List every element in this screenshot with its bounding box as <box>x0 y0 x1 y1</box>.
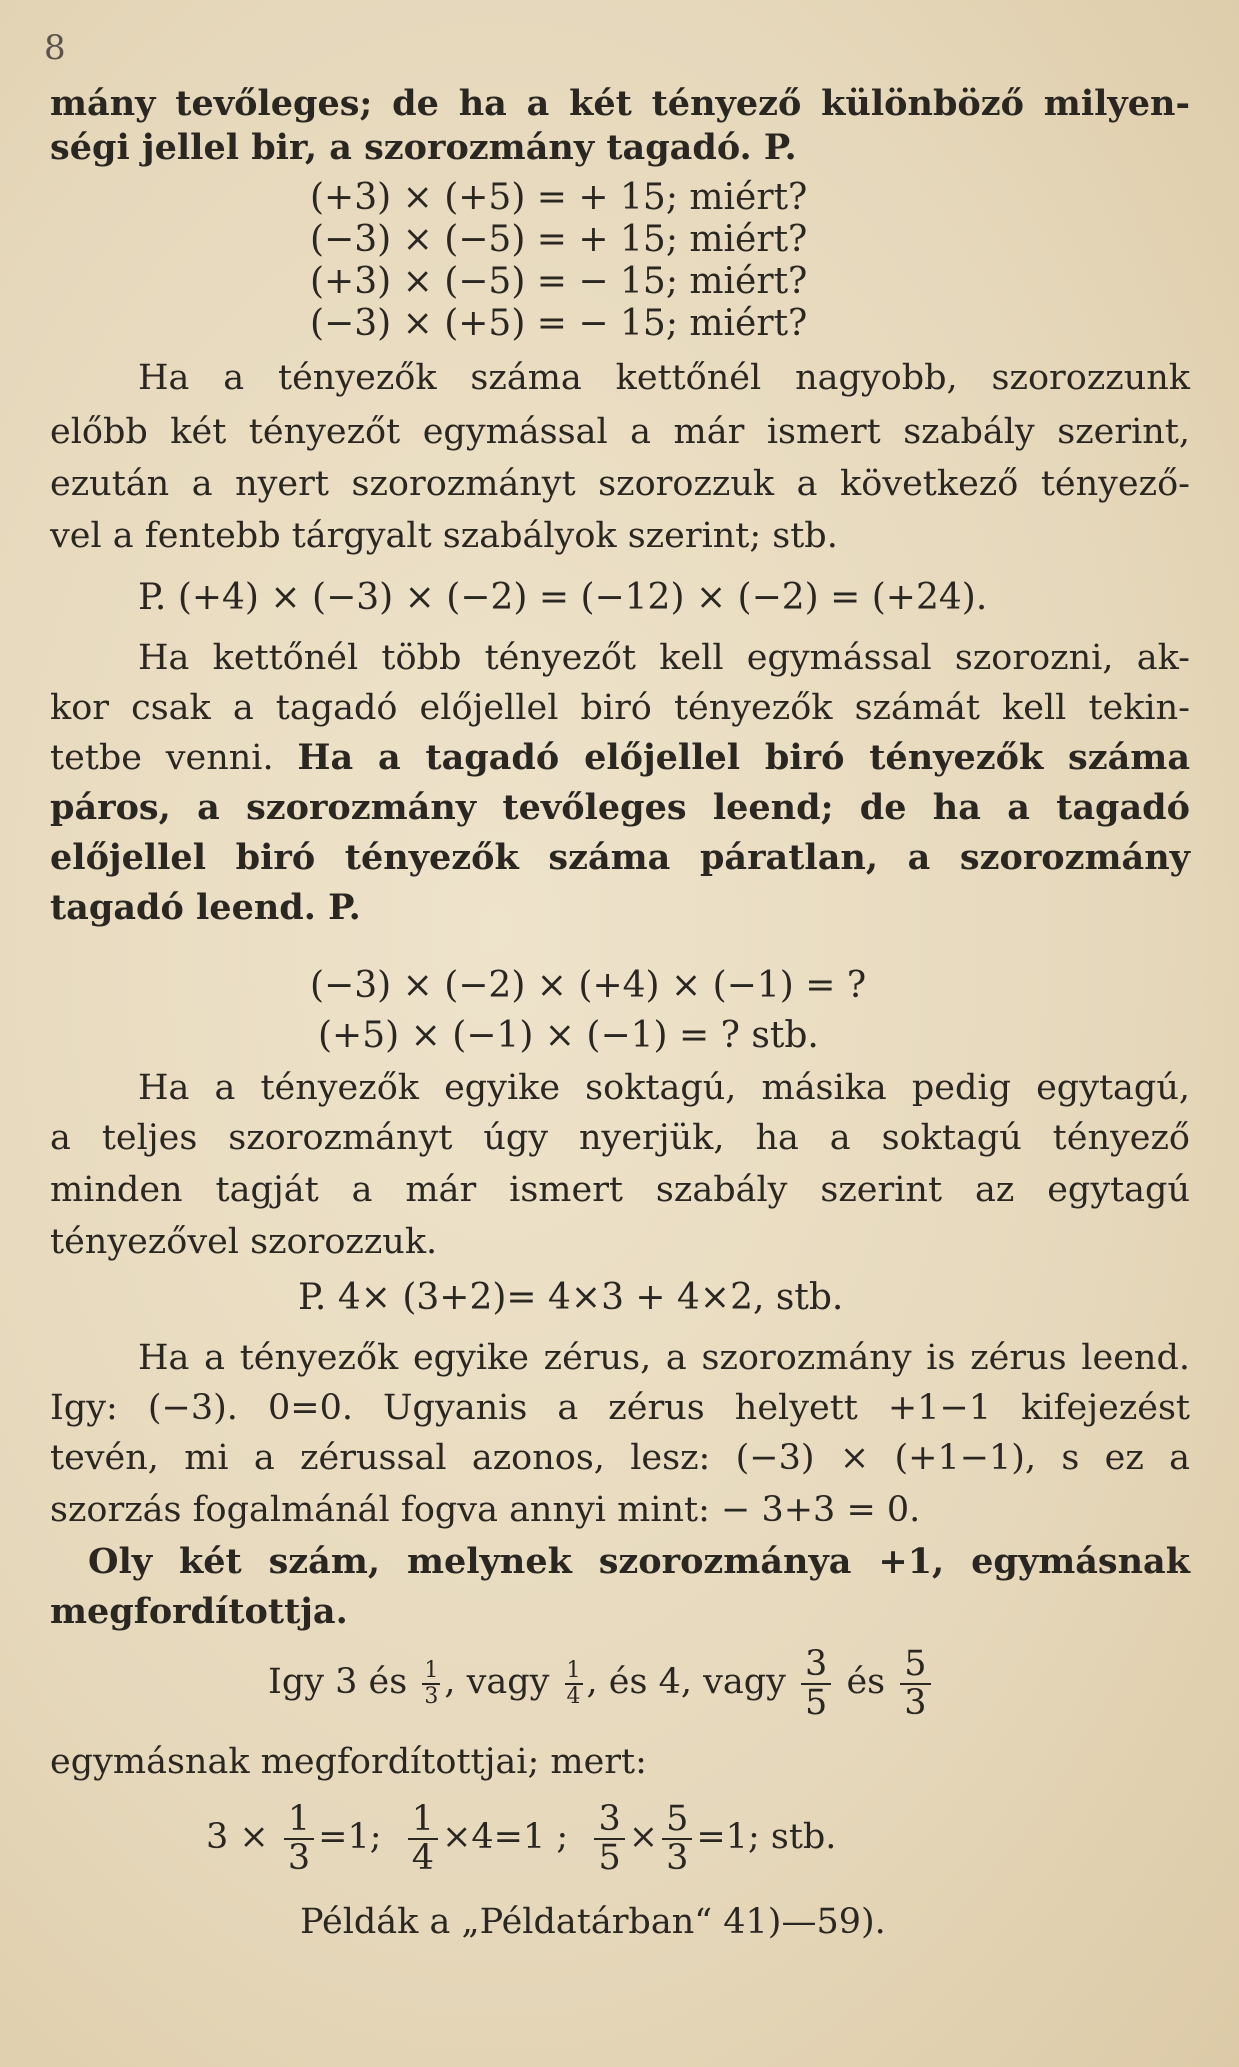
proof-text: =1; stb. <box>696 1817 837 1857</box>
paragraph-2-line: előbb két tényezőt egymással a már ismert szabály szerint, <box>50 412 1190 452</box>
paragraph-3-line: kor csak a tagadó előjellel biró tényezők számát kell tekin- <box>50 688 1190 728</box>
fraction-numerator: 3 <box>801 1646 831 1685</box>
paragraph-3-line: Ha kettőnél több tényezőt kell egymással szorozni, ak- <box>138 638 1190 678</box>
equation-line: (−3) × (−5) = + 15; miért? <box>310 219 808 260</box>
fraction-five-thirds <box>662 1798 692 1878</box>
fraction-denominator: 3 <box>287 1837 311 1878</box>
fraction-five-thirds <box>900 1643 930 1723</box>
proof-text: =1; <box>318 1817 382 1857</box>
fraction-numerator: 1 <box>408 1801 438 1840</box>
fraction-denominator: 4 <box>566 1683 581 1709</box>
paragraph-4-line: tényezővel szorozzuk. <box>50 1222 438 1262</box>
paragraph-5-line: szorzás fogalmánál fogva annyi mint: − 3+3 = 0. <box>50 1490 921 1530</box>
reciprocal-proof <box>206 1792 1106 1882</box>
paragraph-3-rule-start: Ha a tagadó előjellel biró tényezők száma <box>297 737 1190 778</box>
paragraph-2-line: ezután a nyert szorozmányt szorozzuk a következő tényező- <box>50 464 1190 504</box>
fraction-denominator: 3 <box>904 1682 927 1723</box>
page-number: 8 <box>44 28 66 68</box>
proof-text: ×4=1 ; <box>442 1817 569 1857</box>
paragraph-1-line-1: mány tevőleges; de ha a két tényező különböző milyen- <box>50 83 1190 124</box>
paragraph-2-line: Ha a tényezők száma kettőnél nagyobb, szorozzunk <box>138 358 1190 398</box>
fraction-denominator: 3 <box>666 1837 689 1878</box>
examples-reference: Példák a „Példatárban“ 41)—59). <box>300 1902 886 1942</box>
reciprocal-examples <box>268 1642 1068 1722</box>
fraction-numerator: 1 <box>284 1801 314 1840</box>
fraction-denominator: 3 <box>424 1683 439 1709</box>
recip-text: , vagy <box>444 1662 561 1702</box>
recip-text: Igy 3 és <box>268 1662 419 1702</box>
paragraph-5-line: tevén, mi a zérussal azonos, lesz: (−3) × (+1−1), s ez a <box>50 1438 1190 1478</box>
equation-line: P. 4× (3+2)= 4×3 + 4×2, stb. <box>298 1277 844 1318</box>
equation-line: P. (+4) × (−3) × (−2) = (−12) × (−2) = (+24). <box>138 577 988 618</box>
fraction-numerator: 5 <box>662 1801 692 1840</box>
proof-text: 3 × <box>206 1817 280 1857</box>
fraction-numerator: 5 <box>900 1646 930 1685</box>
fraction-denominator: 5 <box>598 1837 621 1878</box>
proof-text: × <box>628 1817 659 1857</box>
paragraph-3-line <box>50 736 1190 780</box>
equation-line: (+5) × (−1) × (−1) = ? stb. <box>318 1015 819 1056</box>
fraction-three-fifths <box>594 1798 624 1878</box>
fraction-one-third <box>422 1659 440 1707</box>
paragraph-1-line-2: ségi jellel bir, a szorozmány tagadó. P. <box>50 127 797 168</box>
paragraph-4-line: Ha a tényezők egyike soktagú, másika pedig egytagú, <box>138 1068 1190 1108</box>
fraction-three-fifths <box>801 1643 831 1723</box>
fraction-numerator: 1 <box>566 1658 581 1684</box>
equation-line: (−3) × (+5) = − 15; miért? <box>310 303 808 344</box>
paragraph-5-line: Ha a tényezők egyike zérus, a szorozmány is zérus leend. <box>138 1338 1190 1378</box>
fraction-numerator: 1 <box>424 1658 439 1684</box>
paragraph-2-line: vel a fentebb tárgyalt szabályok szerint; stb. <box>50 516 838 556</box>
paragraph-3-rule-line: tagadó leend. P. <box>50 887 361 928</box>
paragraph-4-line: a teljes szorozmányt úgy nyerjük, ha a soktagú tényező <box>50 1118 1190 1158</box>
paragraph-3-text: tetbe venni. <box>50 738 298 778</box>
recip-text: , és 4, vagy <box>586 1662 798 1702</box>
fraction-denominator: 4 <box>411 1837 435 1878</box>
paragraph-4-line: minden tagját a már ismert szabály szerint az egytagú <box>50 1170 1190 1210</box>
equation-line: (−3) × (−2) × (+4) × (−1) = ? <box>310 965 867 1006</box>
fraction-numerator: 3 <box>594 1801 624 1840</box>
definition-line: Oly két szám, melynek szorozmánya +1, egymásnak <box>88 1541 1190 1582</box>
paragraph-5-line: Igy: (−3). 0=0. Ugyanis a zérus helyett +1−1 kifejezést <box>50 1388 1190 1428</box>
paragraph-3-rule-line: páros, a szorozmány tevőleges leend; de ha a tagadó <box>50 787 1190 828</box>
fraction-one-quarter <box>408 1798 438 1878</box>
paragraph-3-rule-line: előjellel biró tényezők száma páratlan, a szorozmány <box>50 837 1190 878</box>
fraction-one-third <box>284 1798 314 1878</box>
recip-text: és <box>835 1662 897 1702</box>
equation-line: (+3) × (−5) = − 15; miért? <box>310 261 808 302</box>
reciprocal-line-2: egymásnak megfordítottjai; mert: <box>50 1742 647 1782</box>
fraction-one-quarter <box>565 1659 583 1707</box>
fraction-denominator: 5 <box>805 1682 828 1723</box>
definition-line: megfordítottja. <box>50 1591 348 1632</box>
equation-line: (+3) × (+5) = + 15; miért? <box>310 177 808 218</box>
